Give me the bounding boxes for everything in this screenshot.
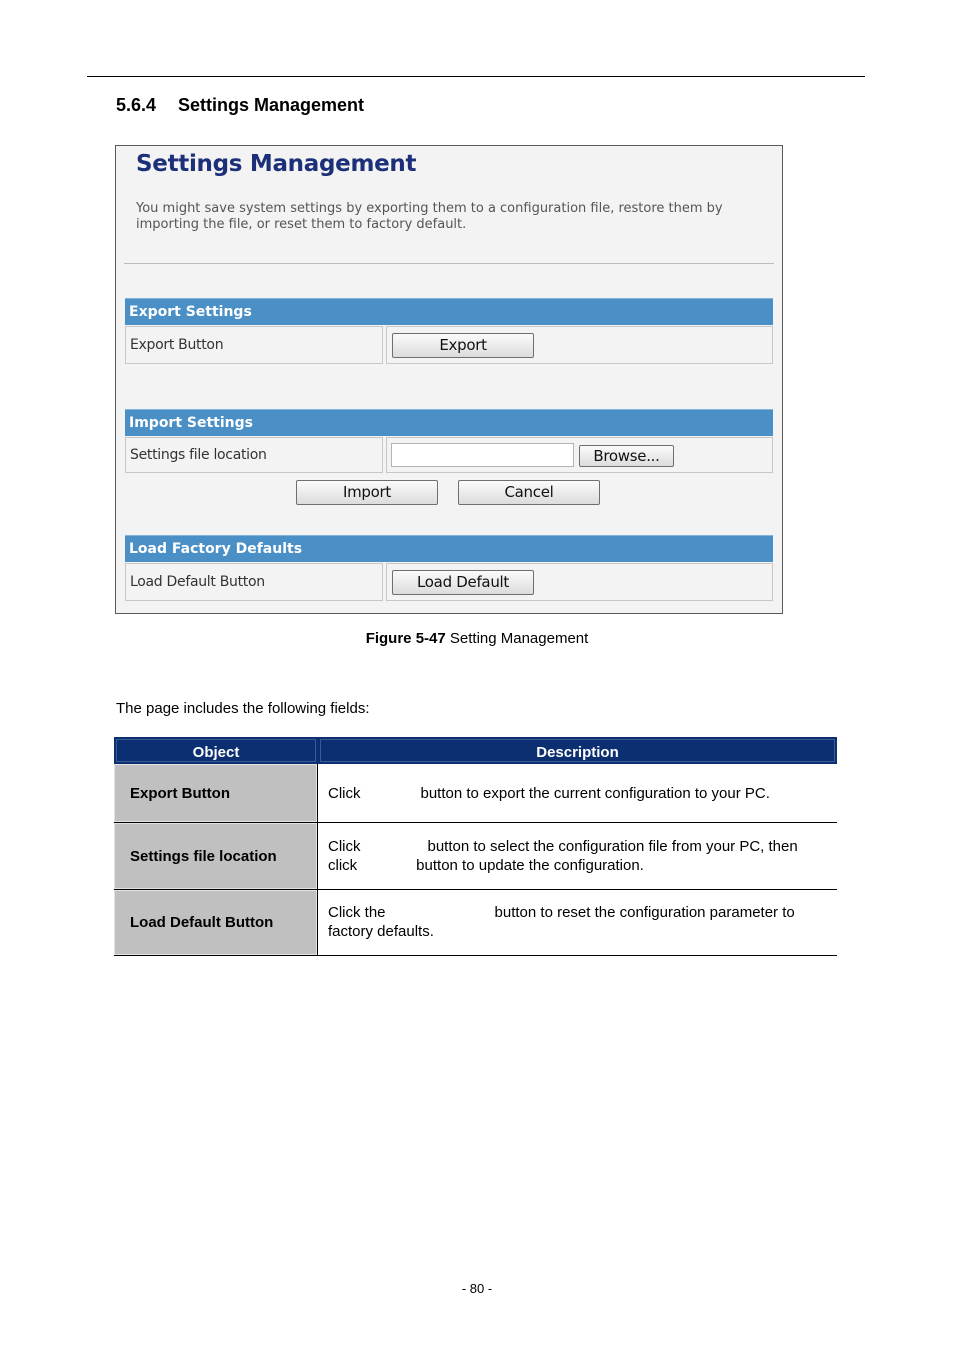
row-object: Settings file location [114,823,317,889]
load-default-button[interactable]: Load Default [392,570,534,595]
desc-text: Click [328,838,361,855]
panel-title: Settings Management [136,151,417,177]
desc-text: button to select the configuration file from your PC, then [427,838,798,855]
export-settings-header: Export Settings [125,298,773,325]
import-button[interactable]: Import [296,480,438,505]
panel-divider [124,263,774,264]
description-column-header: Description [318,737,837,764]
export-button-label: Export Button [125,326,383,364]
figure-number: Figure 5-47 [365,630,446,647]
section-heading [116,95,364,116]
section-title: Settings Management [178,95,365,115]
intro-text: The page includes the following fields: [116,700,370,717]
load-defaults-row [125,563,773,601]
row-description [317,823,837,889]
load-default-control-cell [386,563,773,601]
import-settings-row [125,437,773,473]
settings-file-input[interactable] [391,443,574,467]
row-object: Load Default Button [114,890,317,955]
figure-title: Setting Management [449,630,589,647]
page-number: - 80 - [461,1281,493,1296]
settings-management-panel [115,145,783,614]
desc-text: Click the [328,904,386,921]
table-row [114,823,837,890]
export-settings-row [125,326,773,364]
desc-text: button to export the current configuration to your PC. [420,785,770,802]
figure-caption [0,630,954,647]
browse-button[interactable]: Browse... [579,445,674,467]
row-object: Export Button [114,764,317,822]
desc-text: click [328,857,358,874]
table-row [114,890,837,956]
export-button[interactable]: Export [392,333,534,358]
section-number: 5.6.4 [116,95,157,115]
header-rule [87,76,865,77]
cancel-button[interactable]: Cancel [458,480,600,505]
row-description [317,890,837,955]
desc-text: factory defaults. [328,923,434,940]
desc-text: Click [328,785,361,802]
panel-description: You might save system settings by exporting them to a configuration file, restore them by importing the file, or reset them to factory default. [136,201,723,232]
desc-text: button to update the configuration. [416,857,644,874]
row-description [317,764,837,822]
import-control-cell [386,437,773,473]
desc-text: button to reset the configuration parameter to [494,904,795,921]
load-factory-defaults-header: Load Factory Defaults [125,535,773,562]
import-settings-header: Import Settings [125,409,773,436]
export-control-cell [386,326,773,364]
load-default-button-label: Load Default Button [125,563,383,601]
object-column-header: Object [114,737,318,764]
settings-file-location-label: Settings file location [125,437,383,473]
table-row [114,764,837,823]
